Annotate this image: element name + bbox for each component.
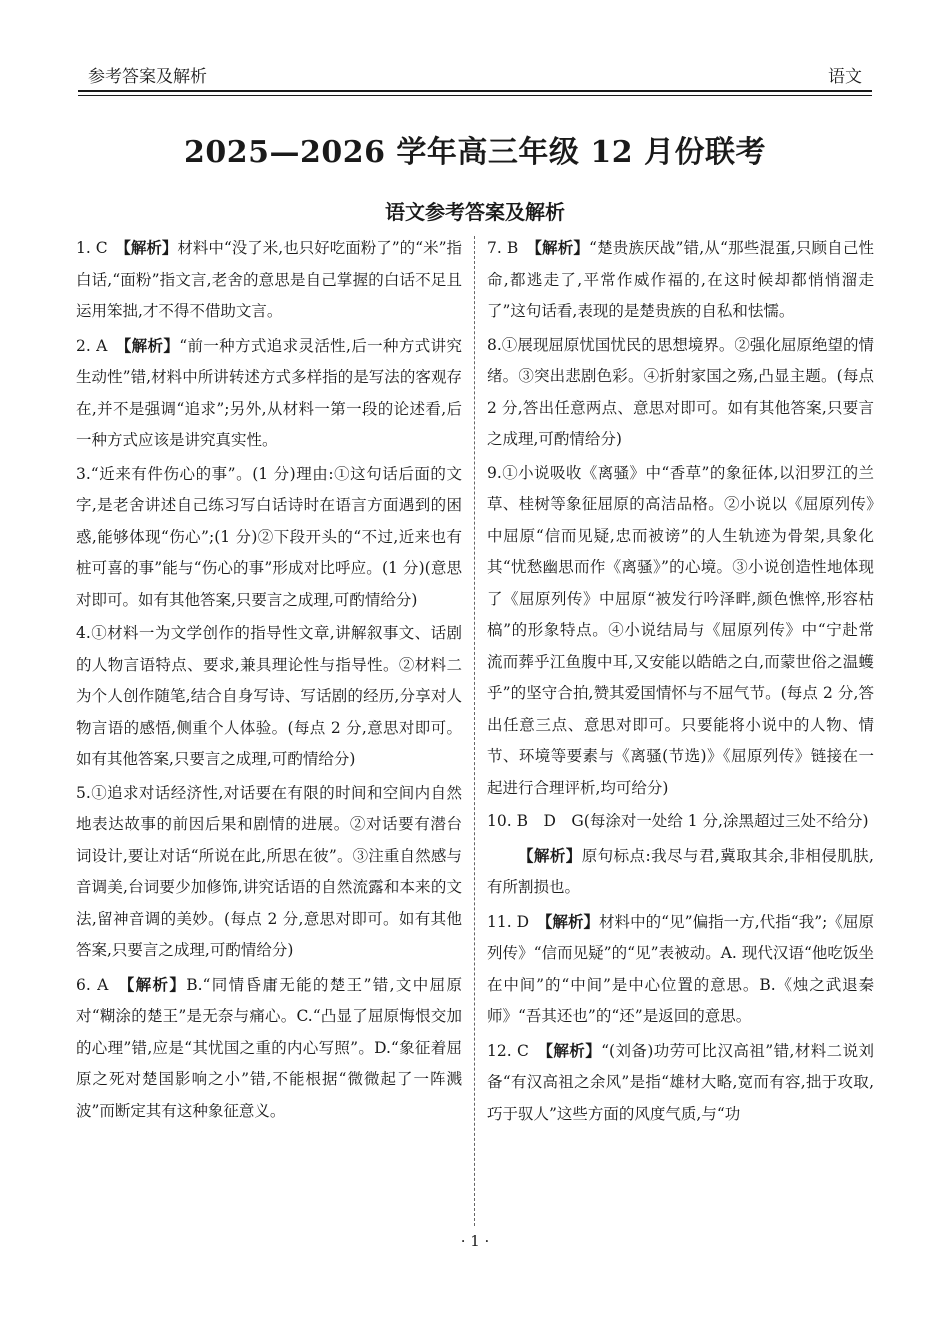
item-text: ①追求对话经济性,对话要在有限的时间和空间内自然地表达故事的前因后果和剧情的进展。②对话要有潜台词设计,要让对话“所说在此,所思在彼”。③注重自然感与音调美,台词要少加修饰,讲究话语的自然流露和本来的文法,留神音调的美妙。(每点 2 分,意思对即可。如有其他答案,只要言之成理,可酌情给分) (76, 783, 462, 959)
item-number: 11. D (487, 912, 530, 931)
item-text: B.“同情昏庸无能的楚王”错,文中屈原对“糊涂的楚王”是无奈与痛心。C.“凸显了屈原悔恨交加的心理”错,应是“其忧国之重的内心写照”。D.“象征着屈原之死对楚国影响之小”错,不能根据“微微起了一阵溅波”而断定其有这种象征意义。 (76, 975, 462, 1120)
item-number: 7. B (487, 239, 519, 257)
item-text: 材料中“没了米,也只好吃面粉了”的“米”指白话,“面粉”指文言,老舍的意思是自己掌握的白话不足且运用笨拙,才不得不借助文言。 (76, 239, 462, 320)
answer-item (487, 330, 874, 456)
answer-item (76, 778, 462, 967)
item-number: 5. (76, 783, 91, 802)
analysis-tag: 【解析】 (518, 845, 582, 865)
header-rule-thin (78, 95, 872, 96)
header-subject-label: 语文 (828, 67, 862, 87)
answer-item (76, 232, 462, 328)
page-header (78, 58, 872, 94)
answer-item (76, 459, 462, 617)
analysis-tag: 【解析】 (534, 238, 590, 257)
answer-item (487, 806, 874, 838)
answer-item (76, 969, 462, 1128)
item-text: (每涂对一处给 1 分,涂黑超过三处不给分) (583, 812, 869, 830)
item-text: “近来有件伤心的事”。(1 分)理由:①这句话后面的文字,是老舍讲述自己练习写白话诗时在语言方面遇到的困惑,能够体现“伤心”;(1 分)②下段开头的“不过,近来也有桩可喜的事”能与“伤心的事”形成对比呼应。(1 分)(意思对即可。如有其他答案,只要言之成理,可酌情给分) (76, 464, 462, 609)
answer-item (487, 232, 874, 328)
answer-item (487, 906, 874, 1033)
document-subtitle: 语文参考答案及解析 (385, 200, 565, 224)
analysis-tag: 【解析】 (544, 911, 600, 931)
answer-item (76, 618, 462, 776)
item-text: “前一种方式追求灵活性,后一种方式讲究生动性”错,材料中所讲转述方式多样指的是写法的客观存在,并不是强调“追求”;另外,从材料一第一段的论述看,后一种方式应该是讲究真实性。 (76, 336, 462, 449)
analysis-tag: 【解析】 (126, 974, 187, 994)
item-number: 3. (76, 464, 91, 483)
column-divider (474, 236, 475, 1226)
analysis-tag: 【解析】 (545, 1040, 602, 1060)
answer-item (487, 840, 874, 904)
item-text: 材料中的“见”偏指一方,代指“我”;《屈原列传》“信而见疑”的“见”表被动。A. 现代汉语“他吃饭坐在中间”的“中间”是中心位置的意思。B.《烛之武退秦师》“吾其还也”的“还”是返回的意思。 (487, 912, 874, 1025)
page-number: · 1 · (460, 1232, 490, 1250)
answer-item (76, 330, 462, 457)
item-text: ①小说吸收《离骚》中“香草”的象征体,以汨罗江的兰草、桂树等象征屈原的高洁品格。②小说以《屈原列传》中屈原“信而见疑,忠而被谤”的人生轨迹为骨架,具象化其“忧愁幽思而作《离骚》”的心境。③小说创造性地体现了《屈原列传》中屈原“被发行吟泽畔,颜色憔悴,形容枯槁”的形象特点。④小说结局与《屈原列传》中“宁赴常流而葬乎江鱼腹中耳,又安能以皓皓之白,而蒙世俗之温蠖乎”的坚守合拍,赞其爱国情怀与不屈气节。(每点 2 分,答出任意三点、意思对即可。只要能将小说中的人物、情节、环境等要素与《离骚(节选)》《屈原列传》链接在一起进行合理评析,均可给分) (487, 463, 874, 797)
answer-item (487, 1035, 874, 1131)
item-text: “楚贵族厌战”错,从“那些混蛋,只顾自己性命,都逃走了,平常作威作福的,在这时候却都悄悄溜走了”这句话看,表现的是楚贵族的自私和怯懦。 (487, 239, 874, 320)
item-number: 10. B D G (487, 812, 584, 830)
right-column (487, 232, 874, 1132)
document-title: 2025—2026 学年高三年级 12 月份联考 (183, 135, 767, 170)
item-text: ①材料一为文学创作的指导性文章,讲解叙事文、话剧的人物言语特点、要求,兼具理论性与指导性。②材料二为个人创作随笔,结合自身写诗、写话剧的经历,分享对人物言语的感悟,侧重个人体验。(每点 2 分,意思对即可。如有其他答案,只要言之成理,可酌情给分) (76, 624, 462, 768)
left-column (76, 232, 462, 1129)
item-text: “(刘备)功劳可比汉高祖”错,材料二说刘备“有汉高祖之余风”是指“雄材大略,宽而有容,拙于攻取,巧于驭人”这些方面的风度气质,与“功 (487, 1041, 874, 1123)
analysis-tag: 【解析】 (123, 335, 180, 355)
item-number: 6. A (76, 975, 109, 994)
header-left-label: 参考答案及解析 (88, 67, 207, 87)
analysis-tag: 【解析】 (123, 238, 178, 257)
item-number: 9. (487, 463, 502, 482)
item-number: 12. C (487, 1041, 529, 1060)
item-text: ①展现屈原忧国忧民的思想境界。②强化屈原绝望的情绪。③突出悲剧色彩。④折射家国之殇,凸显主题。(每点 2 分,答出任意两点、意思对即可。如有其他答案,只要言之成理,可酌情给分) (487, 335, 874, 448)
header-rule-thick (78, 90, 872, 92)
item-number: 4. (76, 624, 91, 642)
item-number: 2. A (76, 336, 108, 355)
item-number: 1. C (76, 239, 108, 257)
answer-item (487, 458, 874, 805)
item-text: 原句标点:我尽与君,冀取其余,非相侵肌肤,有所割损也。 (487, 846, 874, 896)
item-number: 8. (487, 335, 502, 354)
